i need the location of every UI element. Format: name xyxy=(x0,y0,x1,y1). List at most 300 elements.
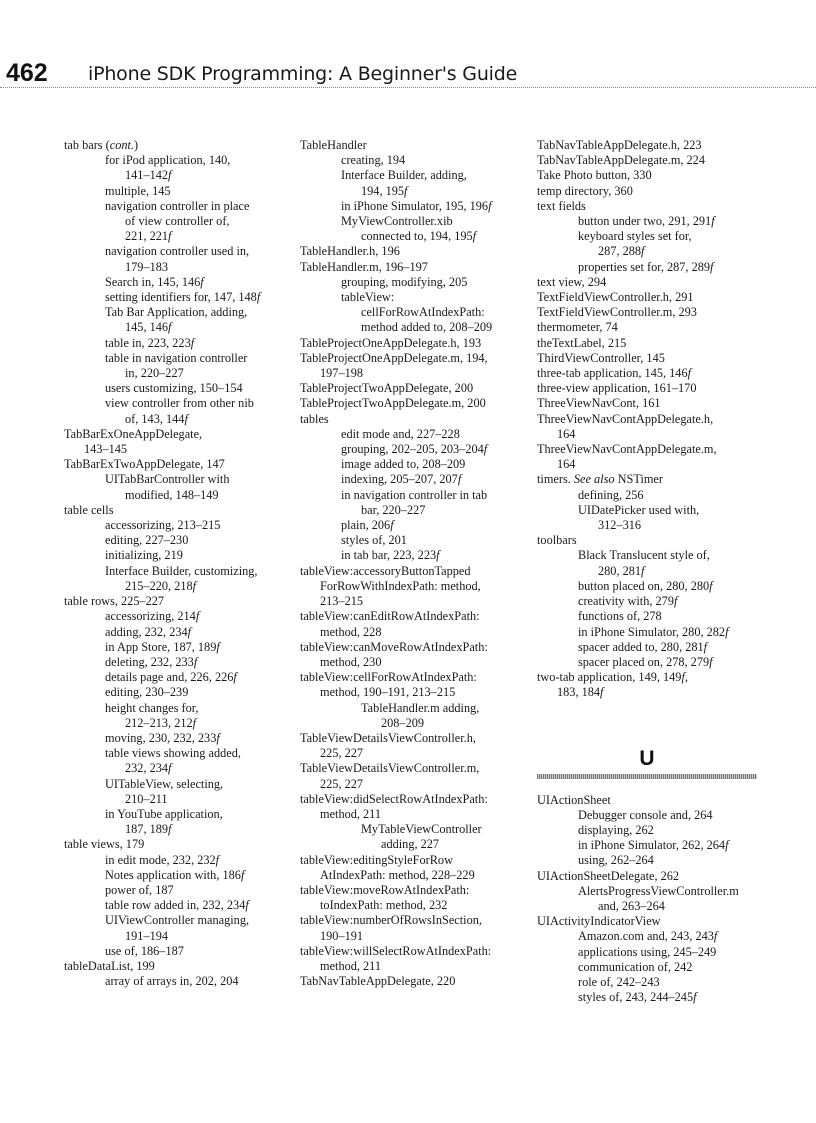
index-entry xyxy=(537,518,757,533)
index-entry xyxy=(300,913,525,928)
index-entry xyxy=(300,199,525,214)
entry-italic-text: f xyxy=(256,290,261,305)
entry-text: TableProjectOneAppDelegate.m, 194, xyxy=(300,350,488,365)
entry-italic-text: f xyxy=(488,198,492,213)
entry-text: tableView:canEditRowAtIndexPath: xyxy=(300,609,480,624)
entry-italic-text: f xyxy=(216,730,220,745)
entry-text: UIActionSheet xyxy=(537,792,611,807)
entry-text: of, 143, 144 xyxy=(125,411,185,426)
index-entry xyxy=(537,655,757,670)
entry-text: 164 xyxy=(557,426,576,441)
entry-text: UITableView, selecting, xyxy=(105,776,224,791)
entry-text: 145, 146 xyxy=(125,320,169,335)
index-entry xyxy=(537,640,757,655)
index-entry xyxy=(300,396,525,411)
entry-text: navigation controller used in, xyxy=(105,244,250,259)
entry-text: Amazon.com and, 243, 243 xyxy=(578,929,714,944)
index-entry xyxy=(64,351,286,366)
index-entry xyxy=(537,533,757,548)
index-entry xyxy=(537,229,757,244)
entry-italic-text: f xyxy=(193,654,198,669)
entry-italic-text: f xyxy=(168,168,172,183)
index-entry xyxy=(300,853,525,868)
entry-text: in, 220–227 xyxy=(125,366,184,381)
index-entry xyxy=(64,366,286,381)
index-entry xyxy=(300,168,525,183)
index-entry xyxy=(537,244,757,259)
entry-italic-text: f xyxy=(472,229,477,244)
entry-italic-text: f xyxy=(457,472,462,487)
entry-text: TableHandler.h, 196 xyxy=(300,244,400,259)
index-entry xyxy=(537,793,757,808)
section-u-entries xyxy=(537,793,757,1006)
entry-text: toolbars xyxy=(537,533,577,548)
entry-text: communication of, 242 xyxy=(578,959,693,974)
index-entry xyxy=(537,305,757,320)
index-entries xyxy=(537,138,757,701)
entry-italic-text: f xyxy=(192,578,197,593)
entry-italic-text: f xyxy=(710,259,714,274)
index-entry xyxy=(537,168,757,183)
index-entry xyxy=(300,655,525,670)
index-entry xyxy=(537,290,757,305)
entry-italic-text: f xyxy=(233,670,237,685)
entry-text: ThreeViewNavCont, 161 xyxy=(537,396,661,411)
index-entry xyxy=(64,716,286,731)
entry-text: thermometer, 74 xyxy=(537,320,618,335)
entry-text: bar, 220–227 xyxy=(361,502,426,517)
entry-text: moving, 230, 232, 233 xyxy=(105,730,217,745)
entry-text: 194, 195 xyxy=(361,183,405,198)
entry-text: table cells xyxy=(64,502,114,517)
index-entry xyxy=(64,381,286,396)
entry-text: 213–215 xyxy=(320,594,364,609)
entry-text: timers. xyxy=(537,472,574,487)
entry-text: ThreeViewNavContAppDelegate.m, xyxy=(537,442,717,457)
index-entry xyxy=(300,609,525,624)
index-entry xyxy=(537,594,757,609)
index-entry xyxy=(64,275,286,290)
index-entry xyxy=(300,457,525,472)
entry-text: UITabBarController with xyxy=(105,472,230,487)
index-entry xyxy=(64,153,286,168)
entry-italic-text: See also xyxy=(573,472,615,487)
index-entry xyxy=(537,869,757,884)
entry-text: in edit mode, 232, 232 xyxy=(105,852,216,867)
entry-italic-text: f xyxy=(168,761,172,776)
index-entry xyxy=(300,320,525,335)
entry-text: for iPod application, 140, xyxy=(105,153,231,168)
entry-text: theTextLabel, 215 xyxy=(537,335,627,350)
index-entry xyxy=(537,488,757,503)
entry-text: 143–145 xyxy=(84,442,128,457)
index-entry xyxy=(300,685,525,700)
index-entry xyxy=(64,472,286,487)
index-entry xyxy=(300,138,525,153)
index-entry xyxy=(64,868,286,883)
index-entry xyxy=(300,640,525,655)
entry-text: TableProjectTwoAppDelegate.m, 200 xyxy=(300,396,486,411)
entry-text: table in navigation controller xyxy=(105,350,248,365)
entry-text: displaying, 262 xyxy=(578,822,654,837)
entry-text: details page and, 226, 226 xyxy=(105,670,234,685)
entry-text: 212–213, 212 xyxy=(125,715,193,730)
entry-text: button placed on, 280, 280 xyxy=(578,578,710,593)
entry-italic-text: f xyxy=(215,852,220,867)
entry-text: Take Photo button, 330 xyxy=(537,168,652,183)
index-column-2 xyxy=(300,138,525,989)
entry-italic-text: f xyxy=(390,518,394,533)
index-entry xyxy=(64,548,286,563)
entry-text: tableView:accessoryButtonTapped xyxy=(300,563,471,578)
entry-text: table views showing added, xyxy=(105,746,241,761)
entry-text: 287, 288 xyxy=(598,244,642,259)
entry-text: users customizing, 150–154 xyxy=(105,381,243,396)
entry-italic-text: f xyxy=(192,715,197,730)
entry-italic-text: f xyxy=(216,639,220,654)
entry-text: TabBarExTwoAppDelegate, 147 xyxy=(64,457,225,472)
entry-text: in iPhone Simulator, 280, 282 xyxy=(578,624,726,639)
index-entry xyxy=(64,503,286,518)
entry-text: defining, 256 xyxy=(578,487,644,502)
entry-text: use of, 186–187 xyxy=(105,943,184,958)
entry-italic-text: f xyxy=(641,244,645,259)
index-entry xyxy=(300,761,525,776)
entry-text: Debugger console and, 264 xyxy=(578,807,713,822)
index-entry xyxy=(300,153,525,168)
entry-italic-text: f xyxy=(725,624,729,639)
index-entry xyxy=(537,884,757,899)
index-entry xyxy=(300,518,525,533)
entry-text: TableHandler.m, 196–197 xyxy=(300,259,428,274)
entry-text: ForRowWithIndexPath: method, xyxy=(320,578,481,593)
entry-text: tableView: xyxy=(341,290,395,305)
entry-text: 191–194 xyxy=(125,928,169,943)
index-entry xyxy=(300,366,525,381)
entry-text: Black Translucent style of, xyxy=(578,548,710,563)
entry-text: table views, 179 xyxy=(64,837,145,852)
index-entry xyxy=(300,883,525,898)
index-column-1 xyxy=(64,138,286,989)
entry-text: editing, 227–230 xyxy=(105,533,189,548)
entry-italic-text: f xyxy=(709,578,713,593)
index-entry xyxy=(64,320,286,335)
entry-text: height changes for, xyxy=(105,700,199,715)
index-entry xyxy=(64,290,286,305)
entry-text: setting identifiers for, 147, 148 xyxy=(105,290,257,305)
entry-text: tableView:canMoveRowAtIndexPath: xyxy=(300,639,488,654)
entry-text: and, 263–264 xyxy=(598,898,665,913)
entry-text: Search in, 145, 146 xyxy=(105,274,201,289)
entry-text: array of arrays in, 202, 204 xyxy=(105,974,239,989)
index-entry xyxy=(64,442,286,457)
index-entry xyxy=(537,260,757,275)
entry-text: indexing, 205–207, 207 xyxy=(341,472,458,487)
entry-text: AlertsProgressViewController.m xyxy=(578,883,739,898)
index-entry xyxy=(300,533,525,548)
entry-text: text view, 294 xyxy=(537,274,607,289)
index-entry xyxy=(64,640,286,655)
entry-text: TableHandler xyxy=(300,138,367,152)
entry-text: TabNavTableAppDelegate.h, 223 xyxy=(537,138,702,152)
index-entry xyxy=(300,427,525,442)
index-entry xyxy=(537,823,757,838)
index-entry xyxy=(537,184,757,199)
entry-italic-text: f xyxy=(245,898,249,913)
index-entry xyxy=(300,594,525,609)
index-entry xyxy=(300,868,525,883)
entry-text: tables xyxy=(300,411,329,426)
running-title: iPhone SDK Programming: A Beginner's Guide xyxy=(88,63,518,85)
index-entry xyxy=(537,457,757,472)
entry-text: MyViewController.xib xyxy=(341,214,453,229)
entry-text: multiple, 145 xyxy=(105,183,171,198)
index-entry xyxy=(300,351,525,366)
entry-text: 225, 227 xyxy=(320,746,364,761)
entry-text: Notes application with, 186 xyxy=(105,867,241,882)
index-entry xyxy=(300,275,525,290)
entry-text: image added to, 208–209 xyxy=(341,457,466,472)
index-entry xyxy=(64,761,286,776)
index-entry xyxy=(537,625,757,640)
entry-text: Interface Builder, customizing, xyxy=(105,563,258,578)
index-entry xyxy=(300,305,525,320)
index-entry xyxy=(64,807,286,822)
index-entry xyxy=(64,396,286,411)
entry-text: method, 230 xyxy=(320,654,382,669)
index-entry xyxy=(64,138,286,153)
entry-text: grouping, 202–205, 203–204 xyxy=(341,442,484,457)
index-entry xyxy=(537,427,757,442)
index-entry xyxy=(64,229,286,244)
entry-italic-text: f xyxy=(200,274,204,289)
index-entry xyxy=(64,533,286,548)
index-entry xyxy=(300,564,525,579)
index-entry xyxy=(64,594,286,609)
index-entry xyxy=(537,990,757,1005)
entry-text: of view controller of, xyxy=(125,214,230,229)
index-entry xyxy=(300,442,525,457)
entry-text: 232, 234 xyxy=(125,761,169,776)
entry-text: button under two, 291, 291 xyxy=(578,214,712,229)
index-entry xyxy=(537,929,757,944)
index-entry xyxy=(537,564,757,579)
entry-text: connected to, 194, 195 xyxy=(361,229,473,244)
entry-text: TableHandler.m adding, xyxy=(361,700,480,715)
index-entry xyxy=(537,609,757,624)
index-entry xyxy=(64,822,286,837)
index-entry xyxy=(64,564,286,579)
dotted-rule xyxy=(0,87,816,88)
entry-italic-text: f xyxy=(436,548,440,563)
index-entry xyxy=(300,381,525,396)
index-entry xyxy=(64,457,286,472)
index-entry xyxy=(300,898,525,913)
entry-text: role of, 242–243 xyxy=(578,974,660,989)
index-entry xyxy=(537,153,757,168)
index-entry xyxy=(64,625,286,640)
index-entry xyxy=(64,412,286,427)
entry-text: tableView:didSelectRowAtIndexPath: xyxy=(300,791,488,806)
entry-italic-text: f xyxy=(681,670,685,685)
entry-text: accessorizing, 213–215 xyxy=(105,518,221,533)
entry-text: toIndexPath: method, 232 xyxy=(320,898,448,913)
index-column-3 xyxy=(537,138,757,1005)
entry-text: temp directory, 360 xyxy=(537,183,633,198)
index-entry xyxy=(300,412,525,427)
index-entry xyxy=(64,609,286,624)
entry-text: keyboard styles set for, xyxy=(578,229,692,244)
entry-text: method, 228 xyxy=(320,624,382,639)
entry-italic-text: f xyxy=(711,214,715,229)
entry-text: styles of, 201 xyxy=(341,533,407,548)
index-entry xyxy=(300,503,525,518)
entry-text: power of, 187 xyxy=(105,882,174,897)
entry-text: creativity with, 279 xyxy=(578,594,674,609)
entry-text: 280, 281 xyxy=(598,563,642,578)
index-entry xyxy=(64,853,286,868)
entry-text: initializing, 219 xyxy=(105,548,183,563)
index-entry xyxy=(64,305,286,320)
entry-text: tableDataList, 199 xyxy=(64,958,155,973)
index-entry xyxy=(537,412,757,427)
entry-text: TabNavTableAppDelegate.m, 224 xyxy=(537,153,705,168)
index-entry xyxy=(537,838,757,853)
index-entry xyxy=(300,670,525,685)
entry-text: TextFieldViewController.h, 291 xyxy=(537,290,694,305)
entry-text: 187, 189 xyxy=(125,822,169,837)
entry-text: ) xyxy=(134,138,139,152)
index-entry xyxy=(300,792,525,807)
entry-text: AtIndexPath: method, 228–229 xyxy=(320,867,475,882)
index-entry xyxy=(537,396,757,411)
entry-text: in YouTube application, xyxy=(105,806,223,821)
index-entry xyxy=(64,214,286,229)
index-entry xyxy=(300,701,525,716)
entry-text: 190–191 xyxy=(320,928,364,943)
entry-text: in tab bar, 223, 223 xyxy=(341,548,437,563)
entry-text: TableProjectTwoAppDelegate, 200 xyxy=(300,381,474,396)
index-entry xyxy=(300,488,525,503)
entry-text: creating, 194 xyxy=(341,153,406,168)
index-entry xyxy=(537,914,757,929)
entry-text: view controller from other nib xyxy=(105,396,254,411)
entry-italic-text: f xyxy=(725,838,729,853)
section-letter: U xyxy=(639,746,655,770)
entry-text: UIViewController managing, xyxy=(105,913,250,928)
entry-italic-text: f xyxy=(673,594,678,609)
entry-text: adding, 227 xyxy=(381,837,440,852)
index-entry xyxy=(64,792,286,807)
entry-text: in navigation controller in tab xyxy=(341,487,488,502)
entry-text: spacer added to, 280, 281 xyxy=(578,639,704,654)
entry-text: TableViewDetailsViewController.m, xyxy=(300,761,480,776)
entry-text: 208–209 xyxy=(381,715,425,730)
entry-text: grouping, modifying, 205 xyxy=(341,274,468,289)
entry-text: editing, 230–239 xyxy=(105,685,189,700)
entry-text: 179–183 xyxy=(125,259,169,274)
entry-text: deleting, 232, 233 xyxy=(105,654,194,669)
entry-text: TextFieldViewController.m, 293 xyxy=(537,305,697,320)
entry-italic-text: f xyxy=(184,411,188,426)
entry-text: Interface Builder, adding, xyxy=(341,168,467,183)
entry-italic-text: cont. xyxy=(109,138,135,152)
index-entry xyxy=(64,944,286,959)
index-entry xyxy=(300,807,525,822)
index-entry xyxy=(300,260,525,275)
index-entry xyxy=(300,244,525,259)
entry-text: navigation controller in place xyxy=(105,198,250,213)
entry-text: tableView:numberOfRowsInSection, xyxy=(300,913,482,928)
entry-text: tableView:editingStyleForRow xyxy=(300,852,453,867)
index-entry xyxy=(537,670,757,685)
entry-text: 215–220, 218 xyxy=(125,578,193,593)
entry-text: two-tab application, 149, 149 xyxy=(537,670,682,685)
index-entry xyxy=(300,746,525,761)
section-u xyxy=(537,747,757,1006)
entry-text: TabNavTableAppDelegate, 220 xyxy=(300,974,456,989)
index-entry xyxy=(300,731,525,746)
index-entry xyxy=(537,366,757,381)
entry-text: Tab Bar Application, adding, xyxy=(105,305,248,320)
index-entry xyxy=(537,336,757,351)
index-entry xyxy=(64,837,286,852)
index-entry xyxy=(300,336,525,351)
index-entry xyxy=(64,777,286,792)
entry-text: method, 211 xyxy=(320,958,382,973)
index-entry xyxy=(64,670,286,685)
entry-text: edit mode and, 227–228 xyxy=(341,426,460,441)
entry-text: tableView:moveRowAtIndexPath: xyxy=(300,882,470,897)
entry-italic-text: f xyxy=(168,822,172,837)
entry-text: adding, 232, 234 xyxy=(105,624,188,639)
index-entry xyxy=(537,199,757,214)
entry-text: ThirdViewController, 145 xyxy=(537,350,665,365)
index-entry xyxy=(537,381,757,396)
index-entry xyxy=(300,777,525,792)
entry-text: applications using, 245–249 xyxy=(578,944,717,959)
index-entry xyxy=(537,351,757,366)
entry-text: 183, 184 xyxy=(557,685,601,700)
index-entry xyxy=(64,579,286,594)
index-entry xyxy=(64,336,286,351)
index-entry xyxy=(64,655,286,670)
entry-text: in iPhone Simulator, 195, 196 xyxy=(341,198,489,213)
index-entry xyxy=(64,427,286,442)
index-entry xyxy=(537,503,757,518)
entry-italic-text: f xyxy=(168,229,172,244)
index-entry xyxy=(300,959,525,974)
entry-text: 210–211 xyxy=(125,791,168,806)
index-entry xyxy=(64,518,286,533)
entry-text: 197–198 xyxy=(320,366,364,381)
index-entry xyxy=(537,808,757,823)
index-entry xyxy=(64,260,286,275)
entry-italic-text: f xyxy=(600,685,604,700)
index-entry xyxy=(300,837,525,852)
entry-text: spacer placed on, 278, 279 xyxy=(578,654,710,669)
page-number: 462 xyxy=(6,59,48,87)
entry-text: plain, 206 xyxy=(341,518,391,533)
index-entry xyxy=(537,548,757,563)
index-entry xyxy=(537,138,757,153)
entry-italic-text: f xyxy=(693,990,697,1005)
entry-text: TabBarExOneAppDelegate, xyxy=(64,426,203,441)
entry-text: text fields xyxy=(537,198,586,213)
entry-text: in App Store, 187, 189 xyxy=(105,639,217,654)
entry-text: tableView:cellForRowAtIndexPath: xyxy=(300,670,477,685)
index-entry xyxy=(537,685,757,700)
